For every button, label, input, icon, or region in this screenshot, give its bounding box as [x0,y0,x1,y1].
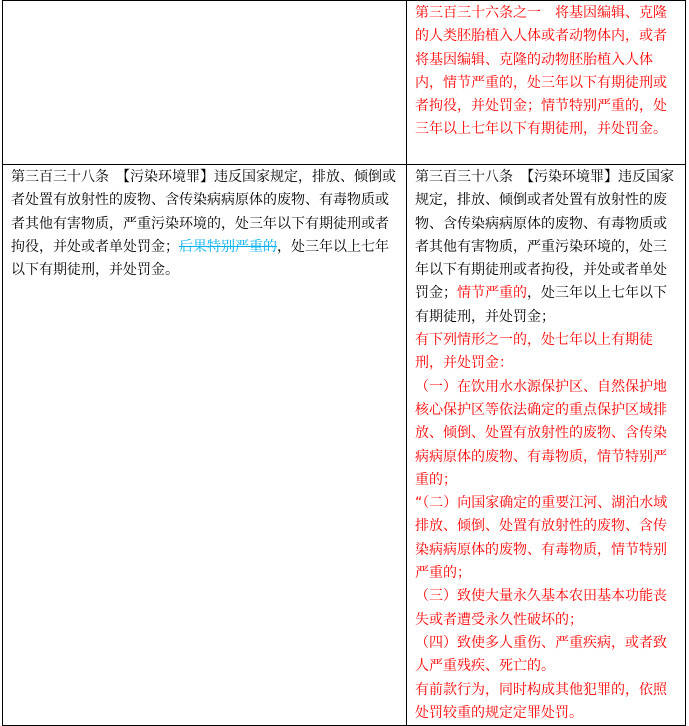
new-text-cell [407,165,686,726]
old-text-cell-empty [3,1,407,165]
added-item-1: （一）在饮用水水源保护区、自然保护地核心保护区等依法确定的重点保护区域排放、倾倒、处置有放射性的废物、含传染病病原体的废物、有毒物质，情节特别严重的； [415,378,668,488]
old-article-338-tail: ，处三年以上七年以下有期徒刑，并处罚金。 [11,238,389,279]
old-article-338-main: 第三百三十八条 【污染环境罪】违反国家规定，排放、倾倒或者处置有放射性的废物、含传染病病原体的废物、有毒物质或者其他有害物质，严重污染环境的，处三年以下有期徒刑或者拘役，并处或者单处罚金； [11,169,396,255]
new-article-338-mid: ，处三年以上七年以下有期徒刑，并处罚金； [415,285,668,325]
new-article-338-main: 第三百三十八条 【污染环境罪】违反国家规定，排放、倾倒或者处置有放射性的废物、含传染病病原体的废物、有毒物质或者其他有害物质，严重污染环境的，处三年以下有期徒刑或者拘役，并处或者单处罚金； [415,169,675,302]
table-row [3,165,686,726]
comparison-table [2,0,686,726]
old-text-cell [3,165,407,726]
new-text-cell [407,1,686,165]
table-row [3,1,686,165]
added-article-336-1: 第三百三十六条之一 将基因编辑、克隆的人类胚胎植入人体或者动物体内，或者将基因编辑、克隆的动物胚胎植入人体内，情节严重的，处三年以下有期徒刑或者拘役，并处罚金；情节特别严重的，处三年以上七年以下有期徒刑，并处罚金。 [415,5,668,138]
added-text-serious: 情节严重的 [457,285,528,302]
added-clause-intro: 有下列情形之一的，处七年以上有期徒刑，并处罚金： [415,332,654,372]
added-item-3: （三）致使大量永久基本农田基本功能丧失或者遭受永久性破坏的； [415,588,668,628]
deleted-text: 后果特别严重的 [179,238,277,255]
added-final-clause: 有前款行为，同时构成其他犯罪的，依照处罚较重的规定定罪处罚。 [415,681,668,721]
added-item-4: （四）致使多人重伤、严重疾病，或者致人严重残疾、死亡的。 [415,634,668,675]
added-item-2: “（二）向国家确定的重要江河、湖泊水域排放、倾倒、处置有放射性的废物、含传染病病原体的废物、有毒物质，情节特别严重的； [415,495,668,582]
